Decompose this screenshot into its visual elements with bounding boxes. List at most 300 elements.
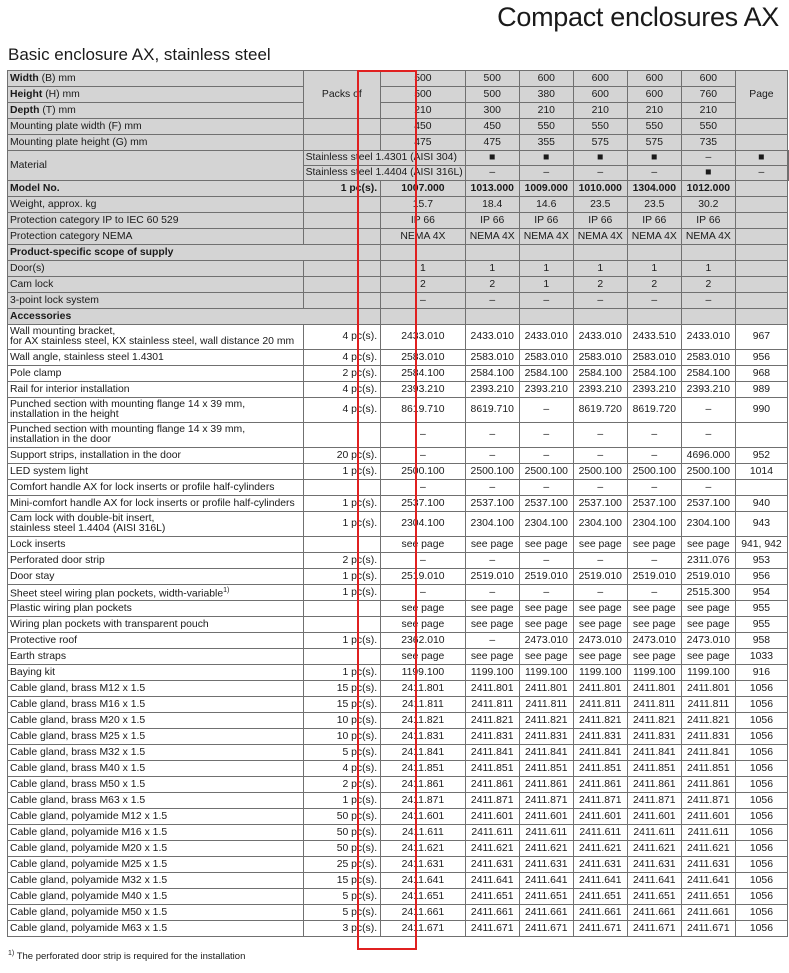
qty-cell [303,423,381,448]
page-cell [788,151,789,166]
qty-cell: 5 pc(s). [303,889,381,905]
value-cell: – [627,166,681,181]
value-cell: 2411.621 [681,841,735,857]
page-cell: 956 [735,569,787,585]
value-cell: 210 [627,103,681,119]
value-cell: 15.7 [381,197,466,213]
value-cell: – [381,293,466,309]
value-cell: 2411.851 [627,761,681,777]
qty-cell: 4 pc(s). [303,325,381,350]
value-cell: 2 [627,277,681,293]
table-row [8,464,789,480]
value-cell: 2411.841 [681,745,735,761]
page-title: Compact enclosures AX [497,2,779,32]
value-cell: 2411.831 [519,729,573,745]
value-cell: – [627,480,681,496]
value-cell: 2433.010 [681,325,735,350]
value-cell: 2411.651 [573,889,627,905]
value-cell: 1199.100 [519,665,573,681]
row-label: Plastic wiring plan pockets [8,601,304,617]
value-cell: – [627,553,681,569]
value-cell: 1007.000 [381,181,466,197]
qty-cell [303,197,381,213]
spec-table [7,70,789,937]
value-cell: 1199.100 [381,665,466,681]
value-cell: – [627,448,681,464]
qty-cell [303,601,381,617]
qty-cell: 50 pc(s). [303,825,381,841]
value-cell: 380 [519,87,573,103]
row-label-line-2: installation in the door [10,434,112,445]
value-cell: see page [573,617,627,633]
value-cell: 2411.661 [681,905,735,921]
value-cell: 2411.801 [681,681,735,697]
value-cell: 475 [465,135,519,151]
table-row [8,293,789,309]
value-cell: 2411.821 [681,713,735,729]
row-label: Cable gland, polyamide M20 x 1.5 [8,841,304,857]
qty-cell: 1 pc(s). [303,793,381,809]
value-cell: 2583.010 [519,350,573,366]
table-row [8,601,789,617]
row-label [8,423,304,448]
row-label: Mounting plate height (G) mm [8,135,304,151]
value-cell: – [573,585,627,601]
value-cell: 2411.831 [381,729,466,745]
width-label-bold: Width [10,72,39,84]
value-cell: 2433.010 [573,325,627,350]
value-cell: – [681,480,735,496]
row-label: Mounting plate width (F) mm [8,119,304,135]
value-cell: 2584.100 [573,366,627,382]
qty-cell: 2 pc(s). [303,366,381,382]
height-label-rest: (H) mm [42,88,80,100]
row-label: Cable gland, polyamide M32 x 1.5 [8,873,304,889]
row-label: Cable gland, polyamide M25 x 1.5 [8,857,304,873]
row-label: Cable gland, brass M20 x 1.5 [8,713,304,729]
table-row [8,366,789,382]
value-cell: 600 [681,71,735,87]
value-cell: 600 [627,71,681,87]
value-cell: ■ [627,151,681,166]
row-label: Cam lock [8,277,304,293]
value-cell: 4696.000 [681,448,735,464]
value-cell: 2411.831 [465,729,519,745]
value-cell: – [465,166,519,181]
row-label-line-1: Cam lock with double-bit insert, [10,513,155,524]
value-cell: – [573,448,627,464]
page-cell [735,181,787,197]
value-cell: see page [681,601,735,617]
value-cell: NEMA 4X [681,229,735,245]
value-cell: 2411.871 [627,793,681,809]
value-cell: – [465,293,519,309]
value-cell: 2411.671 [465,921,519,937]
value-cell: 2393.210 [519,382,573,398]
qty-cell: 50 pc(s). [303,841,381,857]
footnote-text: The perforated door strip is required for the installation [14,951,246,963]
value-cell: – [519,553,573,569]
table-row [8,423,789,448]
value-cell: 550 [681,119,735,135]
value-cell: – [681,423,735,448]
value-cell: 550 [627,119,681,135]
value-cell: 2411.801 [627,681,681,697]
qty-cell: 4 pc(s). [303,382,381,398]
qty-cell: 3 pc(s). [303,921,381,937]
value-cell: 2411.831 [573,729,627,745]
row-label: Support strips, installation in the door [8,448,304,464]
value-cell: 1199.100 [465,665,519,681]
value-cell: 2519.010 [573,569,627,585]
value-cell: 1199.100 [573,665,627,681]
height-label [8,87,304,103]
value-cell: 300 [465,103,519,119]
value-cell: 1 [381,261,466,277]
page-cell: 1056 [735,873,787,889]
value-cell: 2411.611 [681,825,735,841]
value-cell: see page [519,537,573,553]
value-cell: 2304.100 [381,512,466,537]
row-label: Protection category IP to IEC 60 529 [8,213,304,229]
value-cell: see page [573,537,627,553]
table-row [8,213,789,229]
row-label: Cable gland, brass M32 x 1.5 [8,745,304,761]
qty-cell: 5 pc(s). [303,745,381,761]
value-cell: 2411.671 [627,921,681,937]
row-label [8,585,304,601]
value-cell: see page [381,537,466,553]
value-cell: – [465,585,519,601]
table-row [8,809,789,825]
table-row [8,512,789,537]
row-label: LED system light [8,464,304,480]
page-cell [735,293,787,309]
value-cell: 14.6 [519,197,573,213]
value-cell: 2583.010 [627,350,681,366]
value-cell: see page [381,601,466,617]
table-row [8,480,789,496]
value-cell: – [681,398,735,423]
depth-label-bold: Depth [10,104,40,116]
row-label: Protection category NEMA [8,229,304,245]
value-cell: ■ [681,166,735,181]
page-header: Page [735,71,787,119]
value-cell: 2411.811 [381,697,466,713]
value-cell: 600 [573,87,627,103]
value-cell: – [627,293,681,309]
value-cell: 2537.100 [681,496,735,512]
value-cell: 500 [465,87,519,103]
value-cell: 575 [627,135,681,151]
qty-cell: 1 pc(s). [303,181,381,197]
value-cell: 2411.631 [573,857,627,873]
value-cell: 2500.100 [681,464,735,480]
value-cell: see page [627,537,681,553]
page-cell [788,166,789,181]
value-cell: 1 [519,277,573,293]
value-cell: 2411.621 [381,841,466,857]
value-cell: 450 [381,119,466,135]
page-cell [735,277,787,293]
empty-cell [519,309,573,325]
value-cell: 1010.000 [573,181,627,197]
value-cell: – [465,553,519,569]
value-cell: 2411.861 [681,777,735,793]
value-cell: see page [519,649,573,665]
empty-cell [573,309,627,325]
qty-cell: 1 pc(s). [303,665,381,681]
footnote-mark: 1) [8,950,15,957]
value-cell: NEMA 4X [381,229,466,245]
value-cell: 2584.100 [627,366,681,382]
value-cell: – [381,423,466,448]
value-cell: – [519,398,573,423]
qty-cell [303,480,381,496]
page-cell: 1056 [735,793,787,809]
table-row [8,496,789,512]
value-cell: – [465,480,519,496]
page-cell: 1056 [735,841,787,857]
value-cell: 2411.651 [627,889,681,905]
value-cell: see page [519,617,573,633]
material-type: Stainless steel 1.4301 (AISI 304) [303,151,465,166]
value-cell: – [681,151,735,166]
value-cell: 2393.210 [465,382,519,398]
value-cell: ■ [519,151,573,166]
value-cell: – [381,480,466,496]
value-cell: 550 [519,119,573,135]
value-cell: 2583.010 [573,350,627,366]
value-cell: – [681,293,735,309]
value-cell: 2411.601 [519,809,573,825]
value-cell: 2411.671 [381,921,466,937]
value-cell: 2411.811 [573,697,627,713]
table-row [8,325,789,350]
qty-cell: 10 pc(s). [303,713,381,729]
value-cell: 1009.000 [519,181,573,197]
value-cell: 2411.611 [465,825,519,841]
value-cell: 2411.651 [681,889,735,905]
qty-cell [303,261,381,277]
page-cell [735,135,787,151]
value-cell: 355 [519,135,573,151]
value-cell: 2411.851 [381,761,466,777]
value-cell: 2411.841 [519,745,573,761]
model-label: Model No. [8,181,304,197]
page-cell: 956 [735,350,787,366]
value-cell: 600 [627,87,681,103]
value-cell: IP 66 [627,213,681,229]
page-cell: 1056 [735,889,787,905]
value-cell: 2411.661 [627,905,681,921]
value-cell: 2411.631 [627,857,681,873]
value-cell: 2584.100 [465,366,519,382]
empty-cell [381,245,466,261]
value-cell: – [573,553,627,569]
value-cell: 2433.010 [465,325,519,350]
value-cell: see page [627,649,681,665]
value-cell: 2411.821 [381,713,466,729]
value-cell: 2411.661 [573,905,627,921]
qty-cell: 1 pc(s). [303,569,381,585]
value-cell: 2411.671 [681,921,735,937]
page-cell [735,261,787,277]
table-row [8,713,789,729]
value-cell: NEMA 4X [465,229,519,245]
row-label: Cable gland, brass M25 x 1.5 [8,729,304,745]
row-label: Rail for interior installation [8,382,304,398]
value-cell: 500 [381,71,466,87]
value-cell: 500 [381,87,466,103]
page-cell [735,229,787,245]
qty-cell: 2 pc(s). [303,553,381,569]
row-label: Protective roof [8,633,304,649]
value-cell: – [465,448,519,464]
table-row [8,745,789,761]
depth-label-rest: (T) mm [39,104,76,116]
value-cell: 210 [381,103,466,119]
qty-cell [303,213,381,229]
value-cell: 2519.010 [381,569,466,585]
page-cell: 1056 [735,905,787,921]
table-row [8,71,789,87]
qty-cell [303,277,381,293]
value-cell: 2411.621 [627,841,681,857]
table-row [8,617,789,633]
table-row [8,181,789,197]
value-cell: 1013.000 [465,181,519,197]
value-cell: see page [465,537,519,553]
table-row [8,382,789,398]
value-cell: 2411.811 [519,697,573,713]
qty-cell [303,617,381,633]
footnote-ref: 1) [223,586,230,594]
qty-cell: 10 pc(s). [303,729,381,745]
value-cell: – [627,423,681,448]
value-cell: – [627,585,681,601]
value-cell: 2473.010 [573,633,627,649]
value-cell: 210 [573,103,627,119]
qty-cell: 4 pc(s). [303,761,381,777]
table-row [8,537,789,553]
page-cell: 954 [735,585,787,601]
value-cell: 2311.076 [681,553,735,569]
value-cell: 2411.641 [681,873,735,889]
table-row [8,261,789,277]
row-label: Weight, approx. kg [8,197,304,213]
value-cell: 2411.631 [681,857,735,873]
value-cell: 2411.851 [681,761,735,777]
row-label: Lock inserts [8,537,304,553]
qty-cell: 15 pc(s). [303,681,381,697]
value-cell: – [519,448,573,464]
empty-cell [735,309,787,325]
empty-cell [519,245,573,261]
depth-label [8,103,304,119]
value-cell: 2500.100 [519,464,573,480]
row-label: Perforated door strip [8,553,304,569]
value-cell: NEMA 4X [627,229,681,245]
value-cell: 2411.631 [519,857,573,873]
value-cell: 2411.871 [465,793,519,809]
value-cell: 2411.821 [519,713,573,729]
value-cell: – [573,166,627,181]
row-label: Earth straps [8,649,304,665]
value-cell: IP 66 [681,213,735,229]
value-cell: 2411.641 [573,873,627,889]
value-cell: 2411.841 [627,745,681,761]
qty-cell [303,649,381,665]
value-cell: – [465,633,519,649]
value-cell: 2304.100 [519,512,573,537]
value-cell: 2393.210 [681,382,735,398]
qty-cell [303,135,381,151]
value-cell: see page [681,617,735,633]
value-cell: 475 [381,135,466,151]
value-cell: 1 [573,261,627,277]
page-cell: 1056 [735,809,787,825]
row-label: Cable gland, polyamide M16 x 1.5 [8,825,304,841]
table-row [8,87,789,103]
scope-heading: Product-specific scope of supply [8,245,381,261]
page-cell [735,480,787,496]
value-cell: 500 [465,71,519,87]
value-cell: 2411.621 [573,841,627,857]
value-cell: 2411.841 [381,745,466,761]
value-cell: 1 [627,261,681,277]
value-cell: 2500.100 [573,464,627,480]
value-cell: 2411.641 [627,873,681,889]
row-label-line-2: stainless steel 1.4404 (AISI 316L) [10,523,166,534]
value-cell: 2411.811 [465,697,519,713]
value-cell: 2411.851 [573,761,627,777]
value-cell: 2411.651 [381,889,466,905]
value-cell: 2411.841 [465,745,519,761]
value-cell: see page [627,617,681,633]
value-cell: 2411.621 [519,841,573,857]
table-row [8,841,789,857]
value-cell: 2411.651 [465,889,519,905]
value-cell: 1199.100 [627,665,681,681]
row-label: Cable gland, polyamide M12 x 1.5 [8,809,304,825]
value-cell: 2411.801 [381,681,466,697]
table-row [8,585,789,601]
value-cell: – [381,553,466,569]
value-cell: 2411.611 [381,825,466,841]
value-cell: 600 [573,71,627,87]
page-cell: 1056 [735,857,787,873]
value-cell: 2411.861 [465,777,519,793]
page-cell: 1014 [735,464,787,480]
value-cell: 8619.710 [465,398,519,423]
page-cell: 990 [735,398,787,423]
value-cell: 2411.651 [519,889,573,905]
page-cell [735,119,787,135]
value-cell: 2411.661 [519,905,573,921]
page-cell [735,213,787,229]
empty-cell [681,245,735,261]
value-cell: 2537.100 [519,496,573,512]
qty-cell [303,119,381,135]
row-label: Door(s) [8,261,304,277]
table-row [8,350,789,366]
value-cell: 2433.010 [519,325,573,350]
value-cell: IP 66 [465,213,519,229]
value-cell: 2393.210 [573,382,627,398]
value-cell: 2584.100 [381,366,466,382]
value-cell: 2583.010 [681,350,735,366]
